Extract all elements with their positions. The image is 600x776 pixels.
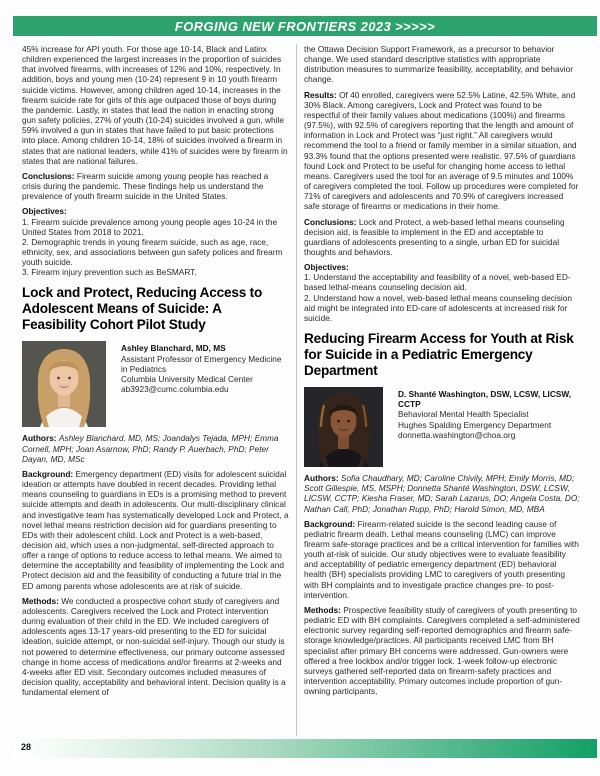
conclusions-text: Firearm suicide among young people has reached a crisis during the pandemic. These findings help us understand the prevalence of youth firearm suicide in the United States. <box>22 170 269 202</box>
page-header-banner <box>13 16 597 36</box>
methods-text: We conducted a prospective cohort study of caregivers and adolescents. Caregivers received the Lock and Protect intervention during evaluation of their child in the ED. We included caregivers of adolescents ages 13-17 years-old presenting to the ED for suicidal ideation, suicide attempt, or non-suicidal self-injury. Though our study is not powered to determine effectiveness, our primary outcome assessed change in home access of medications and/or firearms at 2-weeks and 4-weeks after ED visit. Secondary outcomes included measures of decision quality, acceptability and behavioral intent. Decision quality is a fundamental element of <box>22 595 286 698</box>
speaker-name: Ashley Blanchard, MD, MS <box>121 343 226 354</box>
two-column-body <box>22 44 580 702</box>
abstract-continuation-paragraph: 45% increase for API youth. For those age 10-14, Black and Latinx children experienced the largest increases in the proportion of suicides that involved firearms, with increases of 12% and 10%, respectively. In addition, boys and young men (10-24) represent 9 in 10 youth firearm suicide victims. However, among children aged 10-14, increases in the firearm suicide rate for girls of this age outpaced those of boys during the pandemic. Lastly, in states that lead the nation in enacting strong gun safety policies, 27% of youth (10-24) suicides involved a gun, while 59% involved a gun in states that have failed to put basic protections into place. Among children 10-14, 18% of suicides involved a firearm in states that are national leaders, while 41% of suicides were by firearm in states that are national failures. <box>22 44 288 166</box>
conclusions-text: Lock and Protect, a web-based lethal means counseling decision aid, is feasible to implement in the ED and acceptable to guardians of adolescents presenting to a single, urban ED for suicidal thoughts and behaviors. <box>304 216 565 257</box>
footer-gradient-bar <box>13 739 597 758</box>
background-label: Background: <box>304 518 356 529</box>
conclusions-label: Conclusions: <box>304 216 357 227</box>
conclusions-label: Conclusions: <box>22 170 75 181</box>
conclusions-paragraph <box>22 171 289 201</box>
objective-item: 3. Firearm injury prevention such as BeSMART. <box>22 267 197 278</box>
speaker-info <box>398 387 580 467</box>
speaker-organization: Columbia University Medical Center <box>121 373 253 384</box>
speaker-photo-ashley-blanchard <box>22 341 106 427</box>
methods-paragraph <box>22 596 289 698</box>
results-text: Of 40 enrolled, caregivers were 52.5% Latine, 42.5% White, and 30% Black. Among caregivers, Lock and Protect was found to be respectful of their family values about medications (100%) and firearms (97.5%), with 92.5% of caregivers reporting that the length and amount of information in Lock and Protect was “just right.” All caregivers would recommend the tool to a friend or family member in a similar situation, and 93.3% found that the options presented were realistic. 97.5% of guardians found Lock and Protect to be useful for changing home access to lethal means. Caregivers used the tool for an average of 9.5 minutes and 100% of caregivers completed the tool. Follow up procedures were completed for 71% of caregivers and adolescents and 70.9% of caregivers increased safe storage of firearms or medications in their home. <box>304 89 579 212</box>
session-title-reducing-firearm-access: Reducing Firearm Access for Youth at Risk for Suicide in a Pediatric Emergency Department <box>304 331 574 379</box>
session-title-lock-and-protect: Lock and Protect, Reducing Access to Adolescent Means of Suicide: A Feasibility Cohort Pilot Study <box>22 285 263 333</box>
methods-label: Methods: <box>304 604 341 615</box>
abstract-continuation-paragraph: the Ottawa Decision Support Framework, as a precursor to behavior change. We used standard descriptive statistics with appropriate distribution measures to summarize feasibility, acceptability, and behavior change. <box>304 44 574 85</box>
objectives-label: Objectives: <box>304 262 349 273</box>
authors-paragraph <box>22 433 289 463</box>
page-number: 28 <box>21 742 32 752</box>
objective-item: 2. Demographic trends in young firearm suicide, such as age, race, ethnicity, sex, and associations between gun safety polices and firearm youth suicide. <box>22 236 283 268</box>
results-paragraph <box>304 90 580 212</box>
speaker-organization: Hughes Spalding Emergency Department <box>398 419 552 430</box>
speaker-email: donnetta.washington@choa.org <box>398 429 516 440</box>
objective-item: 1. Understand the acceptability and feasibility of a novel, web-based ED-based lethal-means counseling decision aid. <box>304 272 571 293</box>
results-label: Results: <box>304 89 337 100</box>
speaker-card-ashley-blanchard <box>22 341 289 427</box>
methods-paragraph <box>304 605 580 696</box>
background-paragraph <box>22 469 289 591</box>
authors-label: Authors: <box>304 473 339 484</box>
authors-text: Ashley Blanchard, MD, MS; Joandalys Tejada, MPH; Emma Cornell, MPH; Joan Asarnow, PhD; Randy P. Auerbach, PhD; Peter Dayan, MD, MSc <box>22 433 279 464</box>
conclusions-paragraph <box>304 217 580 258</box>
methods-label: Methods: <box>22 595 59 606</box>
authors-label: Authors: <box>22 433 57 444</box>
objectives-block <box>22 206 289 277</box>
background-text: Firearm-related suicide is the second leading cause of pediatric firearm death. Lethal means counseling (LMC) can improve firearm safe-storage practices and be a critical intervention for families with youth at-risk of suicide. Our study objectives were to evaluate feasibility and acceptability of pediatric emergency department (ED) behavioral health (BH) specialists providing LMC to caregivers of youth presenting with BH complaints and to investigate practice changes pre- to post-intervention. <box>304 518 579 600</box>
objectives-label: Objectives: <box>22 206 67 217</box>
left-column <box>22 44 289 702</box>
background-label: Background: <box>22 468 74 479</box>
authors-text: Sofia Chaudhary, MD; Caroline Chivily, MPH; Emily Morris, MD; Scott Gillespie, MS, MSPH; Donnetta Shanté Washington, DSW, LCSW, LICSW, CCTP; Kiesha Fraser, MD; Sarah Lazarus, DO; Angela Costa, DO; Nathan Call, PhD; Jonathan Rupp, PhD; Harold Simon, MD, MBA <box>304 473 580 514</box>
objectives-block <box>304 262 580 323</box>
speaker-photo-shante-washington <box>304 387 383 467</box>
authors-paragraph <box>304 473 580 514</box>
background-paragraph <box>304 519 580 600</box>
speaker-card-shante-washington <box>304 387 580 467</box>
speaker-role: Behavioral Mental Health Specialist <box>398 409 529 420</box>
banner-title: FORGING NEW FRONTIERS 2023 >>>>> <box>174 18 436 34</box>
speaker-email: ab3923@cumc.columbia.edu <box>121 384 229 395</box>
right-column <box>304 44 580 702</box>
objective-item: 2. Understand how a novel, web-based lethal means counseling decision aid might be integrated into ED-care of adolescents at increased risk for suicide. <box>304 292 572 323</box>
methods-text: Prospective feasibility study of caregivers of youth presenting to pediatric ED with BH complaints. Caregivers completed a self-administered electronic survey regarding self-reported demographics and firearm safe-storage knowledge/practices. All participants received LMC from BH specialist after primary BH concerns were addressed. Gun-owners were offered a free lockbox and/or trigger lock. 1-week follow-up electronic surveys gathered self-reported data on firearm-safety practices and intervention acceptability. Primary outcomes include proportion of gun-owning participants, <box>304 604 580 697</box>
speaker-name: D. Shanté Washington, DSW, LCSW, LICSW, CCTP <box>398 389 572 410</box>
speaker-info <box>121 341 289 427</box>
speaker-role: Assistant Professor of Emergency Medicine in Pediatrics <box>121 353 282 374</box>
objective-item: 1. Firearm suicide prevalence among young people ages 10-24 in the United States from 2018 to 2021. <box>22 216 278 237</box>
background-text: Emergency department (ED) visits for adolescent suicidal ideation or attempts have doubled in recent decades. Providing lethal means counseling to guardians in EDs is a promising method to prevent suicide attempts and death in adolescents. Our multi-disciplinary clinical and investigative team has systematically developed Lock and Protect, a novel lethal means restriction decision aid for guardians presenting to EDs with their adolescent child. Lock and Protect is a web-based, decision aid, which uses a non-judgmental, self-directed approach to offer a range of options to reduce access to lethal means. We aimed to determine the acceptability and feasibility of implementing the Lock and Protect decision aid and the feasibility of conducting a future trial in the ED among parents whose adolescents are at risk of suicide. <box>22 468 289 591</box>
